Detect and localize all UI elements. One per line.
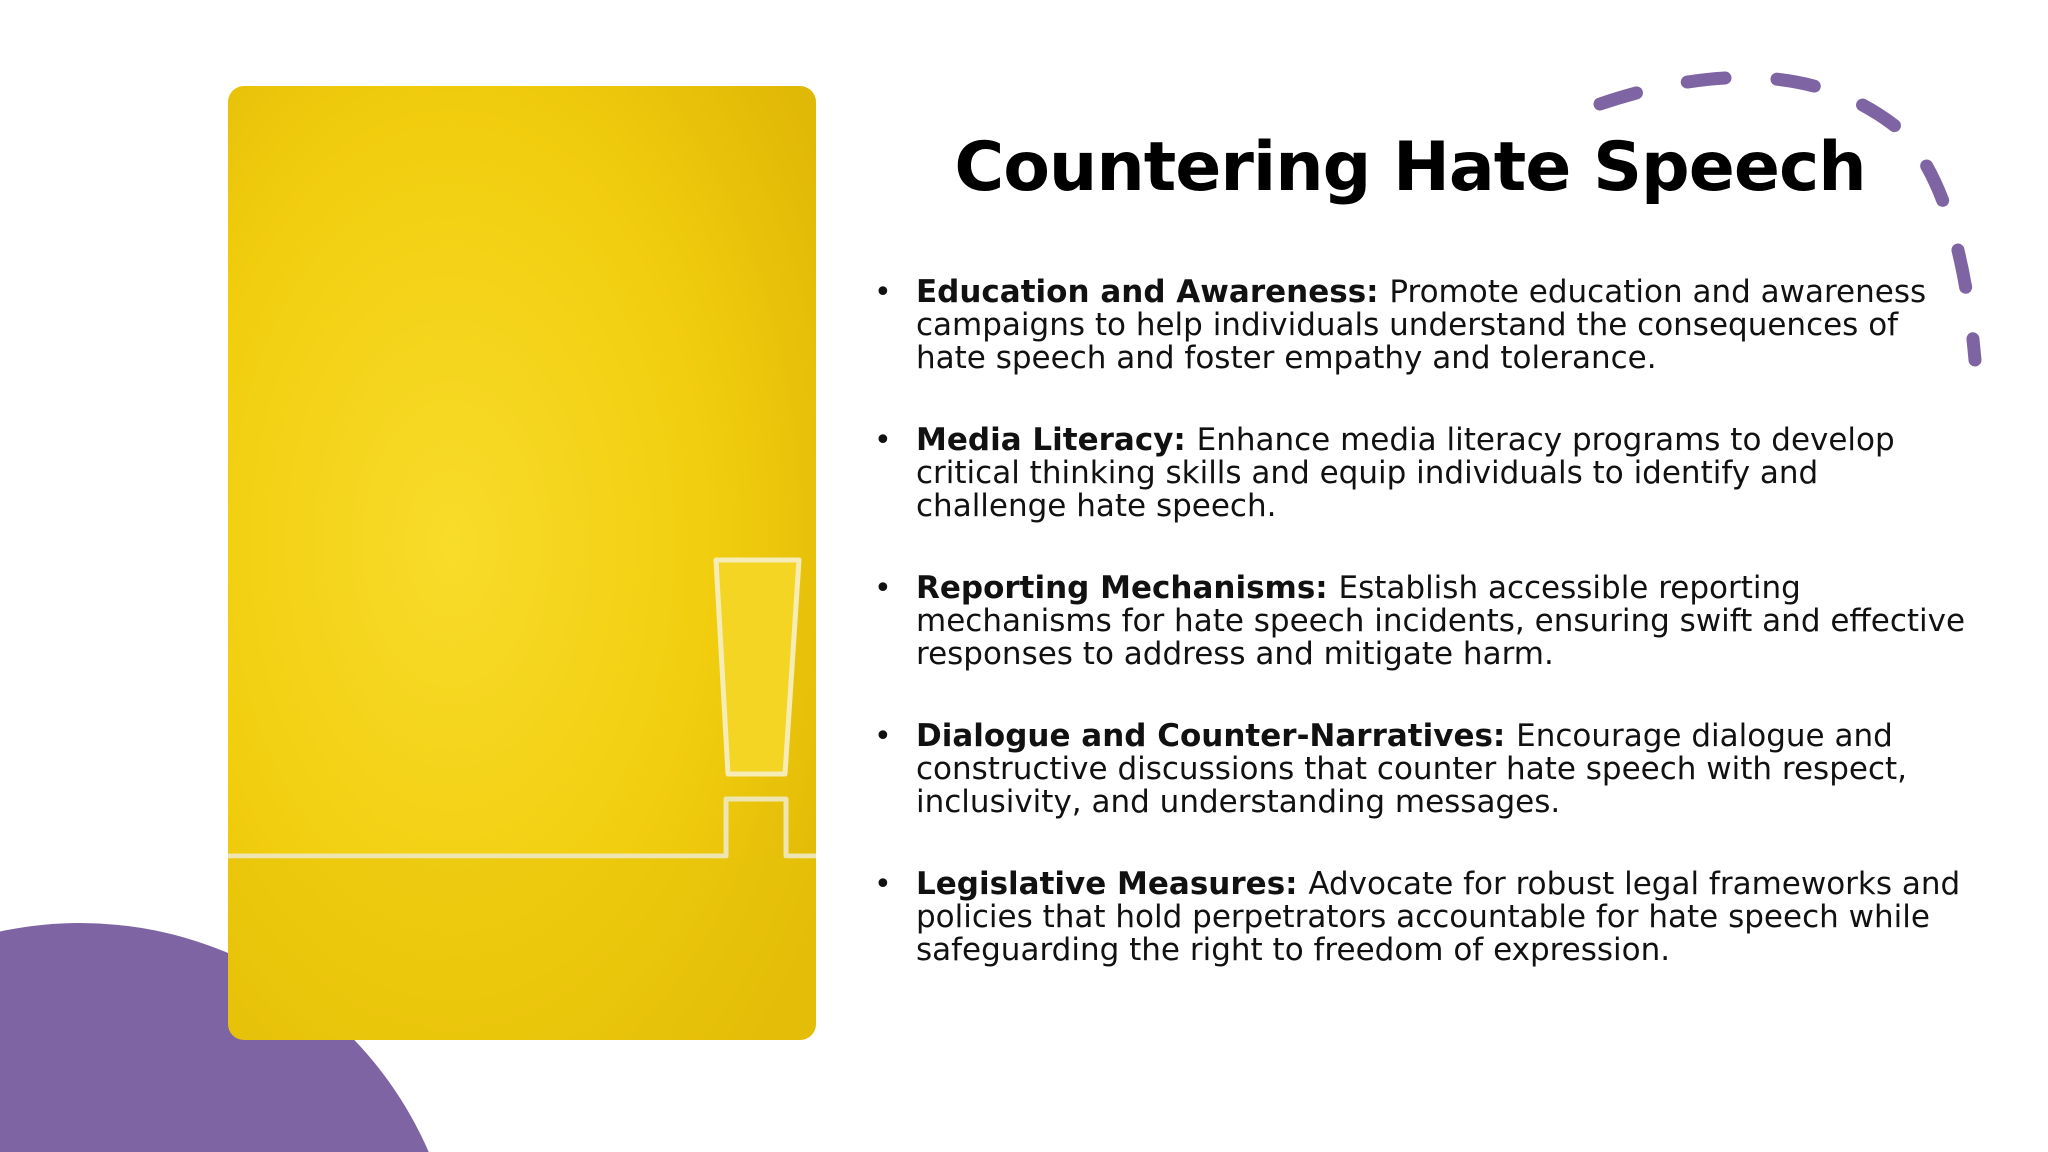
bullet-lead: Education and Awareness: xyxy=(916,274,1390,310)
bullet-item-legislative xyxy=(870,868,1970,967)
bullet-text: Establish accessible reporting mechanisms for hate speech incidents, ensuring swift and effective responses to address and mitigate harm. xyxy=(916,570,1966,672)
page-title: Countering Hate Speech xyxy=(954,128,1866,207)
bullet-dot: • xyxy=(874,571,892,606)
bullet-lead: Reporting Mechanisms: xyxy=(916,570,1339,606)
bullet-item-media-literacy xyxy=(870,424,1970,523)
bullet-text: Encourage dialogue and constructive discussions that counter hate speech with respect, inclusivity, and understanding messages. xyxy=(916,718,1908,820)
bullet-item-education xyxy=(870,276,1970,375)
floor-shade xyxy=(228,858,816,1040)
bullet-item-reporting xyxy=(870,572,1970,671)
bullet-lead: Legislative Measures: xyxy=(916,866,1309,902)
bullet-dot: • xyxy=(874,423,892,458)
bullet-text: Advocate for robust legal frameworks and policies that hold perpetrators accountable for hate speech while safeguarding the right to freedom of expression. xyxy=(916,866,1961,968)
bullet-dot: • xyxy=(874,275,892,310)
bullet-text: Enhance media literacy programs to develop critical thinking skills and equip individuals to identify and challenge hate speech. xyxy=(916,422,1895,524)
exclamation-photo xyxy=(228,86,816,1040)
bullet-list xyxy=(870,276,1970,1016)
bullet-lead: Media Literacy: xyxy=(916,422,1197,458)
bullet-text: Promote education and awareness campaigns to help individuals understand the consequences of hate speech and foster empathy and tolerance. xyxy=(916,274,1927,376)
bullet-lead: Dialogue and Counter-Narratives: xyxy=(916,718,1517,754)
bullet-dot: • xyxy=(874,719,892,754)
bullet-dot: • xyxy=(874,867,892,902)
bullet-item-dialogue xyxy=(870,720,1970,819)
